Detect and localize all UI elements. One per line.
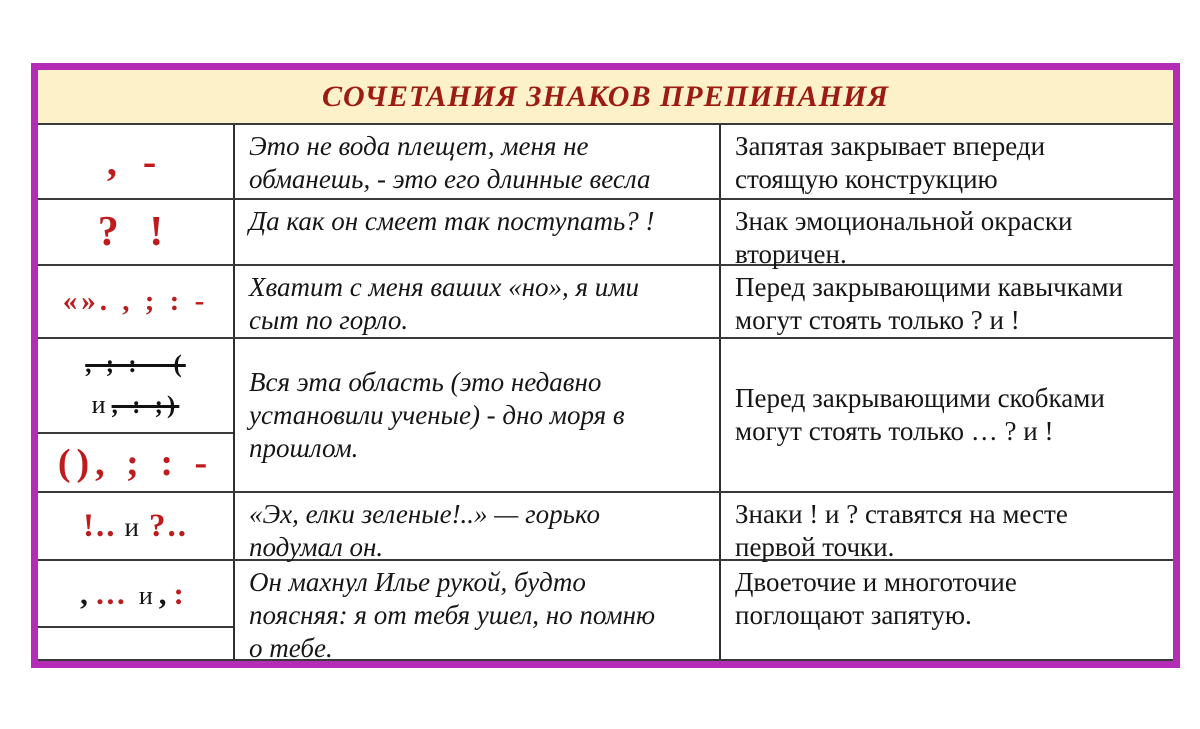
rule-text: Знак эмоциональной окраски: [735, 206, 1073, 236]
exclamation-dots: !..: [83, 507, 117, 544]
comma-mark: ,: [158, 575, 174, 611]
rules-table: [38, 123, 1173, 661]
ellipsis-mark: …: [94, 575, 133, 611]
title-band: [38, 70, 1173, 123]
symbols-cell: [38, 200, 233, 264]
punctuation-poster-card: [31, 63, 1180, 668]
symbols-cell: [38, 266, 233, 337]
example-text: Это не вода плещет, меня не: [249, 131, 589, 161]
rule-text: поглощают запятую.: [735, 600, 972, 630]
rule-text: Двоеточие и многоточие: [735, 567, 1017, 597]
colon-mark: :: [173, 575, 191, 611]
table-row: [38, 561, 1173, 661]
poster-title: СОЧЕТАНИЯ ЗНАКОВ ПРЕПИНАНИЯ: [321, 79, 889, 113]
struck-punctuation: , ; : - (: [85, 351, 186, 378]
question-dots: ?..: [148, 507, 188, 544]
symbols-cell: [38, 561, 233, 659]
table-row: [38, 339, 1173, 493]
rule-cell: [719, 266, 1173, 337]
punctuation-marks: [83, 508, 188, 545]
example-cell: [233, 339, 719, 491]
table-row: [38, 200, 1173, 269]
rule-text: могут стоять только … ? и !: [735, 416, 1054, 446]
conjunction-and: и: [124, 511, 141, 542]
example-text: Да как он смеет так поступать? !: [249, 206, 655, 236]
rule-cell: [719, 125, 1173, 198]
example-cell: [233, 200, 719, 264]
example-text: Он махнул Илье рукой, будто: [249, 567, 586, 597]
rule-text: Перед закрывающими кавычками: [735, 272, 1123, 302]
example-cell: [233, 125, 719, 198]
example-text: о тебе.: [249, 633, 333, 663]
table-row: [38, 266, 1173, 339]
symbols-cell: [38, 125, 233, 198]
example-text: поясняя: я от тебя ушел, но помню: [249, 600, 656, 630]
rule-text: Знаки ! и ? ставятся на месте: [735, 499, 1068, 529]
rule-cell: [719, 200, 1173, 269]
struck-punctuation: , : ;): [111, 392, 180, 419]
example-text: сыт по горло.: [249, 305, 409, 335]
conjunction-and: и: [91, 390, 106, 419]
example-text: Вся эта область (это недавно: [249, 366, 602, 397]
symbols-cell: [38, 493, 233, 559]
example-text: подумал он.: [249, 532, 384, 562]
example-text: Хватит с меня ваших «но», я ими: [249, 272, 639, 302]
rule-cell: [719, 339, 1173, 491]
punctuation-marks: ? !: [97, 209, 174, 255]
rule-text: первой точки.: [735, 532, 895, 562]
rule-text: стоящую конструкцию: [735, 164, 998, 194]
rule-text: могут стоять только ? и !: [735, 305, 1020, 335]
punctuation-marks: , -: [106, 139, 165, 184]
example-text: обманешь, - это его длинные весла: [249, 164, 651, 194]
table-row: [38, 493, 1173, 561]
punctuation-marks: [80, 576, 191, 612]
example-cell: [233, 493, 719, 562]
rule-text: вторичен.: [735, 239, 847, 269]
punctuation-marks: (), ; : -: [57, 441, 214, 484]
example-text: установили ученые) - дно моря в: [249, 399, 625, 430]
example-cell: [233, 266, 719, 337]
rule-cell: [719, 561, 1173, 659]
rule-text: Перед закрывающими скобками: [735, 383, 1105, 413]
conjunction-and: и: [138, 580, 153, 610]
punctuation-marks: «». , ; : -: [62, 285, 209, 317]
banned-marks-cell: [38, 339, 233, 434]
banned-marks-before-open-paren: [85, 345, 186, 385]
example-cell: [233, 561, 719, 663]
rule-text: Запятая закрывает впереди: [735, 131, 1046, 161]
symbols-cell-split: [38, 339, 233, 491]
example-text: «Эх, елки зеленые!..» — горько: [249, 499, 600, 529]
banned-marks-before-close-paren: [92, 385, 180, 426]
allowed-marks-cell: [38, 434, 233, 491]
rule-cell: [719, 493, 1173, 562]
comma-mark: ,: [80, 575, 95, 611]
table-row: [38, 125, 1173, 200]
example-text: прошлом.: [249, 432, 359, 463]
symbols-box: [38, 561, 233, 628]
